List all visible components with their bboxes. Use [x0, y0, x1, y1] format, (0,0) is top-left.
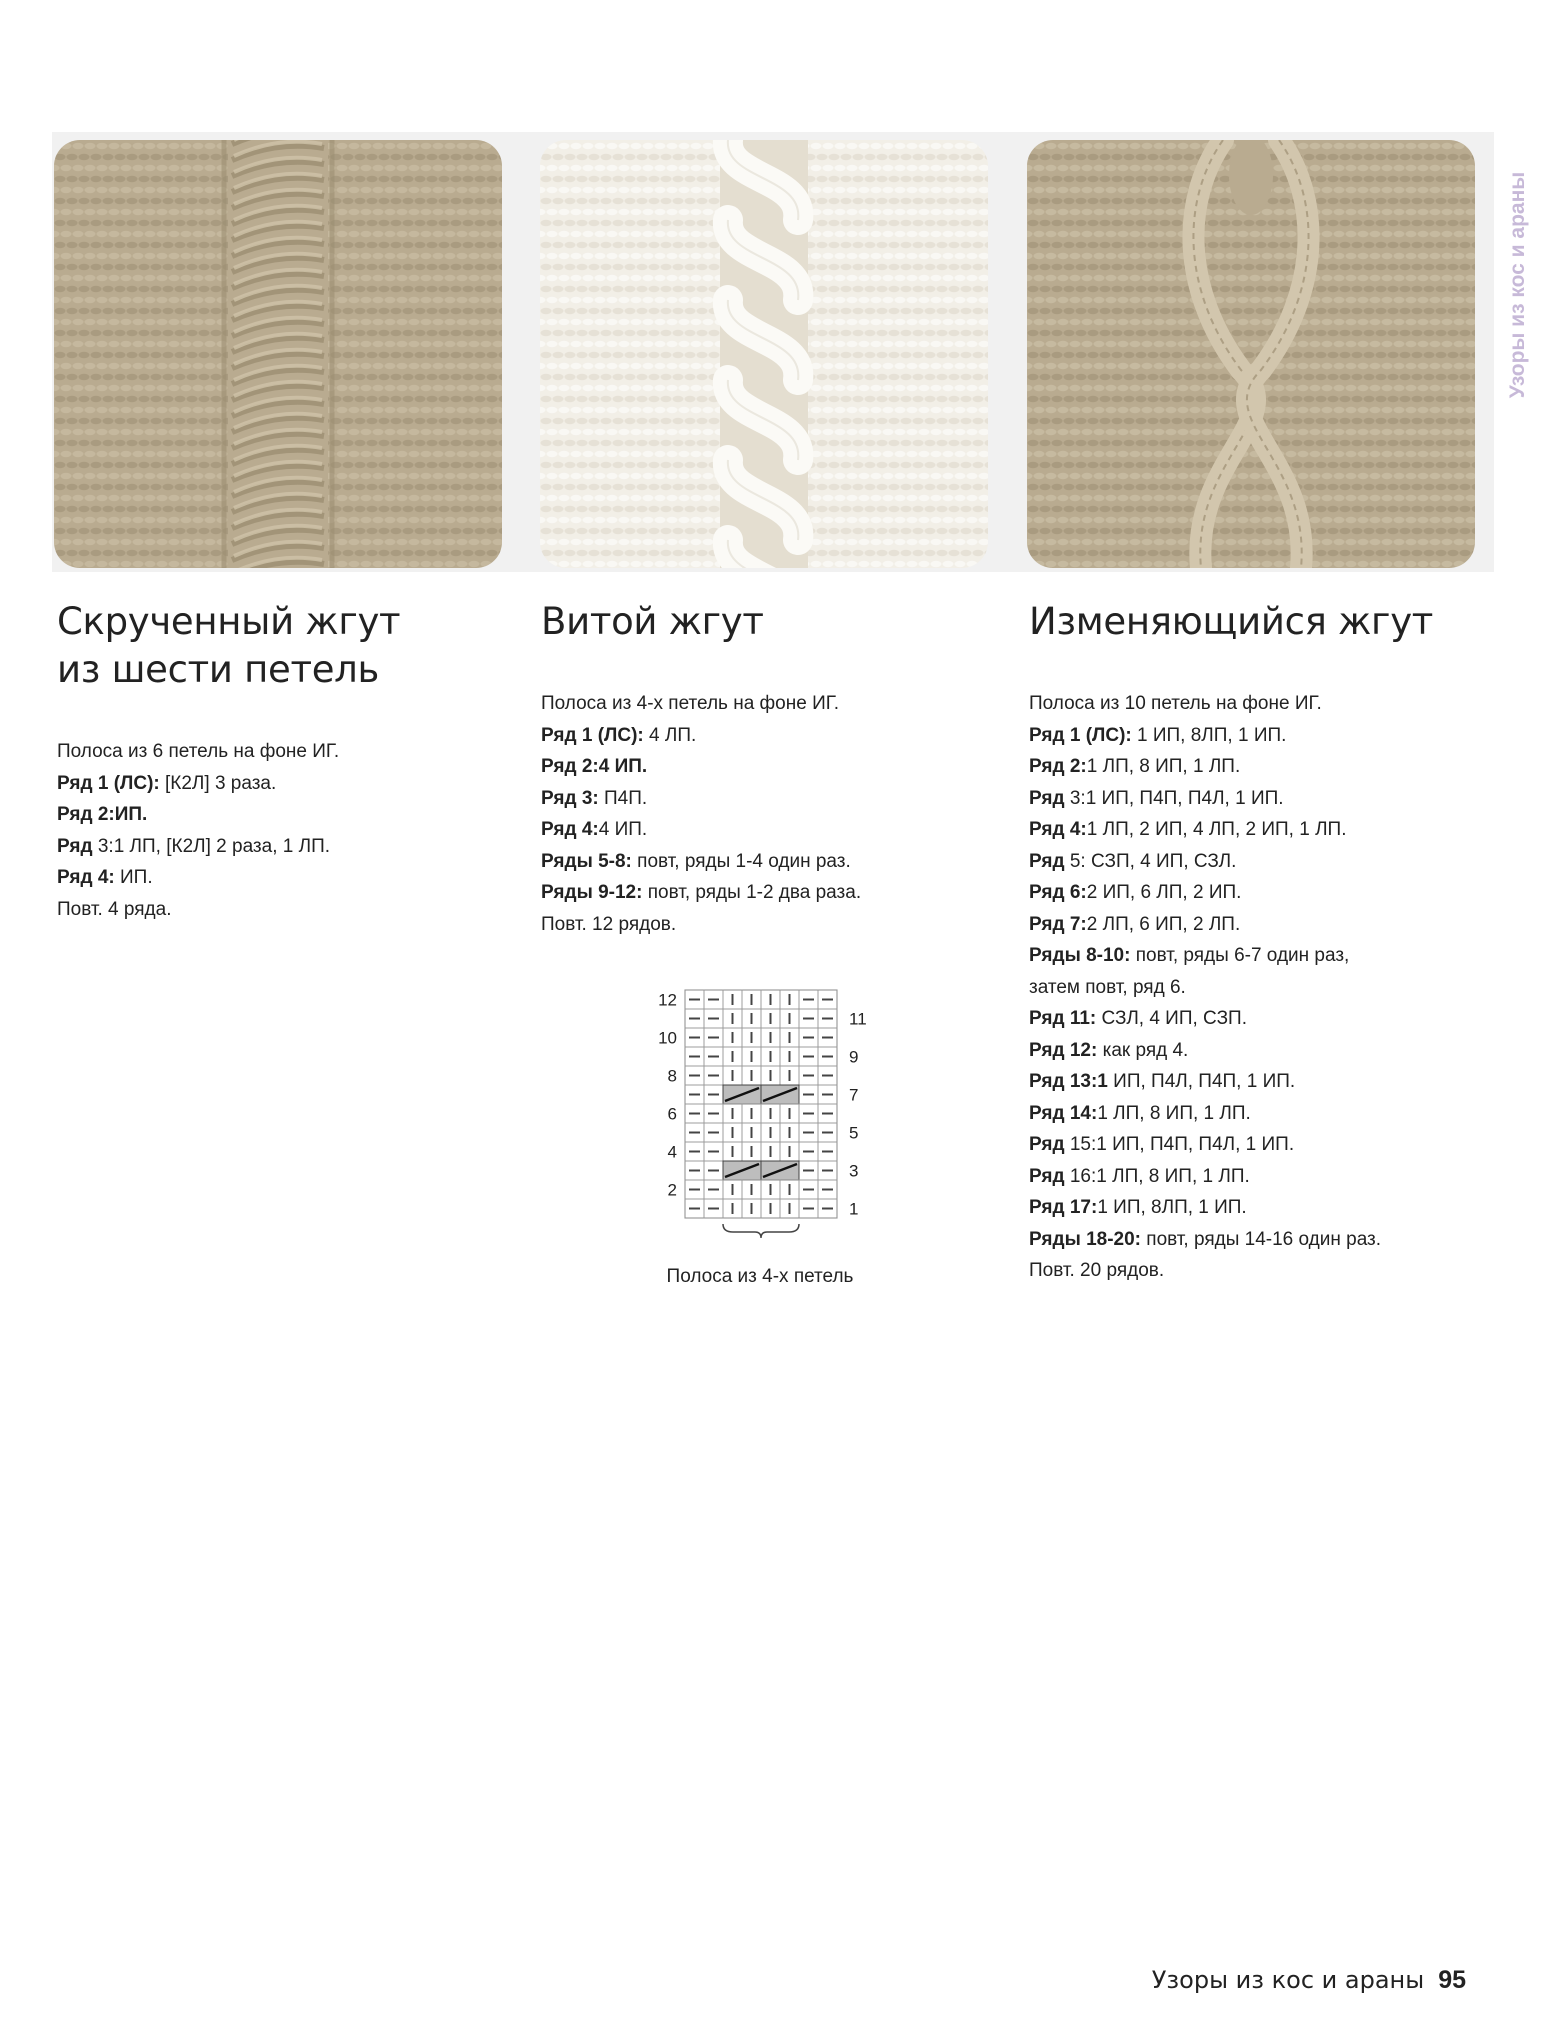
instruction-line: Ряд 4: ИП.: [57, 867, 153, 888]
pattern-instructions: [541, 688, 981, 940]
instruction-line: Полоса из 6 петель на фоне ИГ.: [57, 741, 340, 762]
chart-row-number: 12: [658, 990, 677, 1010]
instruction-line: Ряд 5: СЗП, 4 ИП, СЗЛ.: [1029, 850, 1237, 872]
pattern-column-3: [1029, 598, 1469, 1287]
pattern-column-1: [57, 598, 497, 925]
pattern-title-line: Витой жгут: [541, 600, 764, 643]
chart-row-number: 1: [849, 1199, 859, 1219]
instruction-line: Ряды 9-12: повт, ряды 1-2 два раза.: [541, 882, 862, 903]
chart-repeat-brace: [723, 1224, 799, 1238]
changing-cable-photo: [1027, 140, 1475, 568]
knitting-chart: [640, 978, 880, 1248]
instruction-line: Ряд 4:1 ЛП, 2 ИП, 4 ЛП, 2 ИП, 1 ЛП.: [1029, 819, 1347, 840]
instruction-line: Ряд 1 (ЛС): 4 ЛП.: [541, 724, 697, 746]
chart-row-number: 5: [849, 1123, 859, 1143]
chart-row-number: 3: [849, 1161, 859, 1181]
instruction-line: Ряд 12: как ряд 4.: [1029, 1039, 1189, 1061]
pattern-instructions: [57, 736, 497, 925]
instruction-line: Ряд 15:1 ИП, П4П, П4Л, 1 ИП.: [1029, 1134, 1295, 1155]
instruction-line: Ряд 4:4 ИП.: [541, 819, 648, 840]
instruction-line: Полоса из 10 петель на фоне ИГ.: [1029, 693, 1322, 714]
instruction-line: Повт. 12 рядов.: [541, 913, 677, 935]
instruction-line: Повт. 4 ряда.: [57, 898, 172, 920]
knit-texture: [1027, 140, 1475, 568]
chart-row-number: 10: [658, 1028, 677, 1048]
instruction-line: Полоса из 4-х петель на фоне ИГ.: [541, 693, 839, 714]
pattern-title: [1029, 598, 1469, 646]
knit-texture: [54, 140, 502, 568]
instruction-line: Ряд 14:1 ЛП, 8 ИП, 1 ЛП.: [1029, 1102, 1251, 1124]
pattern-title: [57, 598, 497, 694]
knitting-chart-svg: [640, 978, 880, 1248]
instruction-line: Ряд 7:2 ЛП, 6 ИП, 2 ЛП.: [1029, 913, 1241, 935]
chart-row-number: 8: [667, 1066, 677, 1086]
instruction-line: Ряд 17:1 ИП, 8ЛП, 1 ИП.: [1029, 1197, 1247, 1218]
pattern-title-line: Изменяющийся жгут: [1029, 600, 1434, 643]
pattern-column-2: [541, 598, 981, 940]
instruction-line: Ряд 2:ИП.: [57, 804, 148, 825]
chart-row-number: 11: [849, 1009, 867, 1029]
instruction-line: Ряд 2:4 ИП.: [541, 756, 648, 777]
chart-row-number: 4: [667, 1142, 677, 1162]
pattern-title-line: из шести петель: [57, 648, 380, 691]
side-tab: [1500, 170, 1536, 400]
pattern-title-line: Скрученный жгут: [57, 600, 401, 643]
twisted-cable-photo: [540, 140, 988, 568]
instruction-line: Ряд 13:1 ИП, П4Л, П4П, 1 ИП.: [1029, 1071, 1296, 1092]
instruction-line: затем повт, ряд 6.: [1029, 976, 1186, 998]
chart-row-number: 6: [667, 1104, 677, 1124]
running-title: Узоры из кос и араны: [1151, 1966, 1425, 1994]
chart-row-number: 9: [849, 1047, 859, 1067]
page-number: 95: [1438, 1966, 1466, 1994]
chart-row-number: 7: [849, 1085, 859, 1105]
instruction-line: Ряд 6:2 ИП, 6 ЛП, 2 ИП.: [1029, 882, 1242, 903]
chart-row-number: 2: [667, 1180, 677, 1200]
page-footer: [1152, 1966, 1466, 1995]
chart-caption: Полоса из 4-х петель: [666, 1266, 854, 1287]
instruction-line: Ряд 1 (ЛС): 1 ИП, 8ЛП, 1 ИП.: [1029, 724, 1287, 746]
knit-texture: [540, 140, 988, 568]
twisted-cable-six-stitch-photo: [54, 140, 502, 568]
instruction-line: Ряды 8-10: повт, ряды 6-7 один раз,: [1029, 945, 1350, 966]
instruction-line: Ряд 3:1 ИП, П4П, П4Л, 1 ИП.: [1029, 787, 1284, 809]
instruction-line: Ряд 16:1 ЛП, 8 ИП, 1 ЛП.: [1029, 1165, 1250, 1187]
pattern-instructions: [1029, 688, 1469, 1287]
instruction-line: Ряды 5-8: повт, ряды 1-4 один раз.: [541, 850, 851, 872]
instruction-line: Ряд 3: П4П.: [541, 787, 648, 809]
side-tab-label: Узоры из кос и араны: [1506, 171, 1530, 399]
instruction-line: Ряд 3:1 ЛП, [К2Л] 2 раза, 1 ЛП.: [57, 835, 331, 857]
pattern-title: [541, 598, 981, 646]
instruction-line: Ряд 2:1 ЛП, 8 ИП, 1 ЛП.: [1029, 756, 1241, 777]
instruction-line: Ряд 11: СЗЛ, 4 ИП, СЗП.: [1029, 1008, 1247, 1029]
instruction-line: Ряды 18-20: повт, ряды 14-16 один раз.: [1029, 1228, 1382, 1250]
instruction-line: Ряд 1 (ЛС): [К2Л] 3 раза.: [57, 772, 277, 794]
instruction-line: Повт. 20 рядов.: [1029, 1260, 1165, 1281]
